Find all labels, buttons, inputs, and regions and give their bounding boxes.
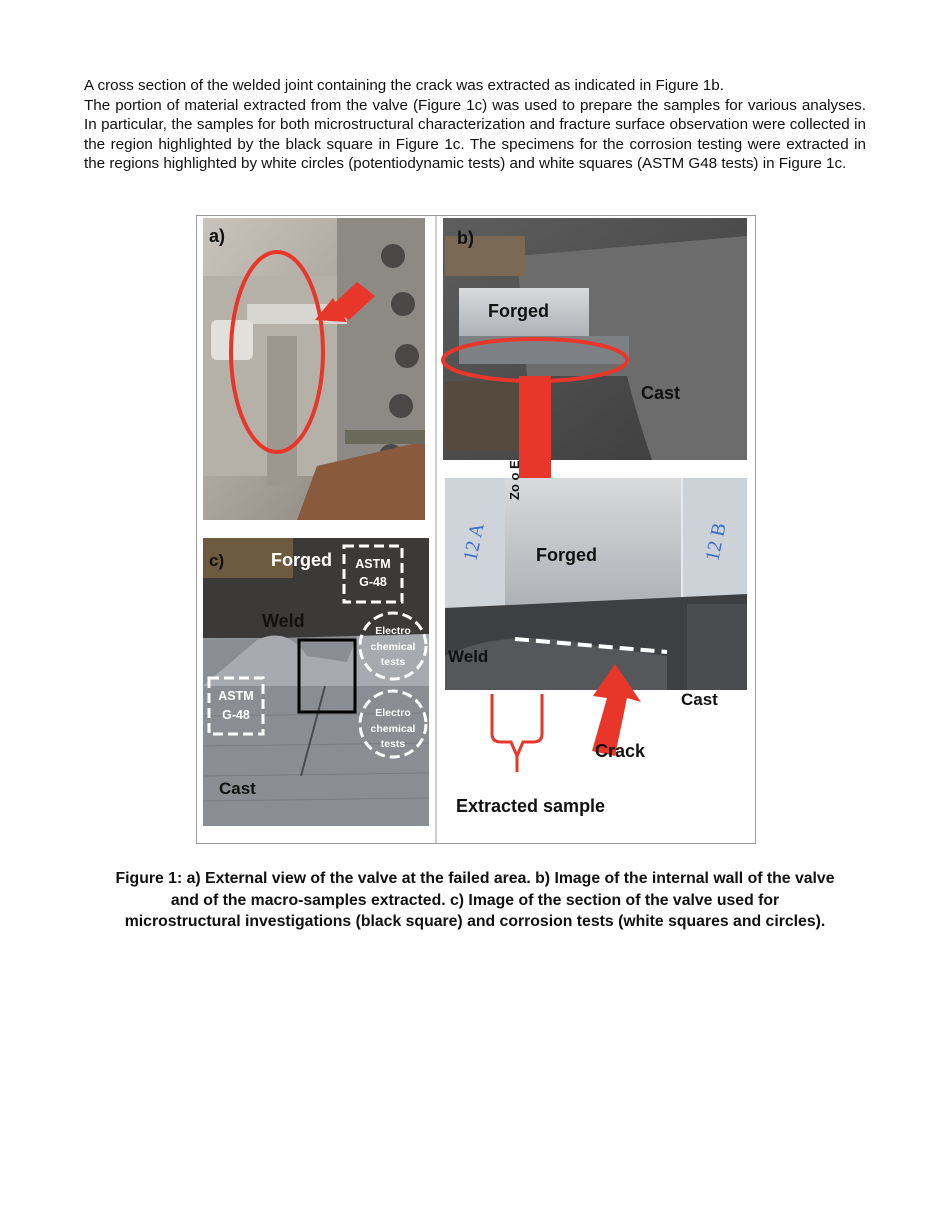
panel-c-electro-top-2: chemical (370, 641, 416, 653)
body-paragraph-text: The portion of material extracted from the valve (Figure 1c) was used to prepare the samples for various analyses. In particular, the samples for both microstructural characterization and fracture surface observation were collected in the region highlighted by the black square in Figure 1c. The specimens for the corrosion testing were extracted in the regions highlighted by white circles (potentiodynamic tests) and white squares (ASTM G48 tests) in Figure 1c. (84, 96, 866, 173)
panel-c-electro-top-1: Electro (375, 625, 411, 637)
figure-1 (196, 215, 756, 844)
panel-b-top-photo (443, 218, 747, 522)
panel-b-crack: Crack (595, 741, 646, 761)
panel-b-cast-top: Cast (641, 383, 681, 403)
panel-c-electro-bottom-3: tests (380, 738, 406, 750)
panel-c-photo (203, 538, 429, 826)
caption-line-3: microstructural investigations (black square) and corrosion tests (white squares and circles). (124, 913, 826, 930)
panel-c-forged: Forged (271, 550, 332, 570)
panel-c-astm-top-2: G-48 (359, 575, 387, 589)
panel-b-forged-top: Forged (488, 301, 549, 321)
panel-c-astm-top-1: ASTM (355, 557, 391, 571)
panel-b-forged-bottom: Forged (536, 545, 597, 565)
panel-c-astm-left-1: ASTM (218, 689, 254, 703)
panel-b-extracted-sample: Extracted sample (456, 796, 606, 816)
panel-c-astm-left-2: G-48 (222, 708, 250, 722)
panel-c-weld: Weld (262, 611, 305, 631)
panel-b-letter: b) (457, 228, 474, 248)
caption-line-1: Figure 1: a) External view of the valve at the failed area. b) Image of the internal wall of the valve (115, 870, 835, 887)
panel-b-bottom-photo (445, 460, 747, 816)
panel-b-marking-left: 12 A (459, 520, 489, 564)
figure-caption (84, 868, 866, 933)
body-line-1: A cross section of the welded joint containing the crack was extracted as indicated in Figure 1b. (84, 77, 724, 94)
panel-c-electro-bottom-2: chemical (370, 723, 416, 735)
body-paragraph (84, 76, 866, 174)
panel-c-electro-bottom-1: Electro (375, 707, 411, 719)
panel-c-electro-top-3: tests (380, 656, 406, 668)
panel-c-cast: Cast (219, 779, 256, 798)
panel-a-photo (203, 218, 425, 520)
panel-c-letter: c) (209, 551, 225, 570)
panel-b-cast-bottom: Cast (681, 690, 718, 709)
panel-b-marking-zoe: Zo o E (507, 460, 522, 500)
panel-b-weld: Weld (448, 647, 489, 666)
caption-line-2: and of the macro-samples extracted. c) Image of the section of the valve used for (170, 891, 780, 909)
panel-a-letter: a) (209, 226, 226, 246)
panel-b-marking-right: 12 B (701, 520, 731, 564)
